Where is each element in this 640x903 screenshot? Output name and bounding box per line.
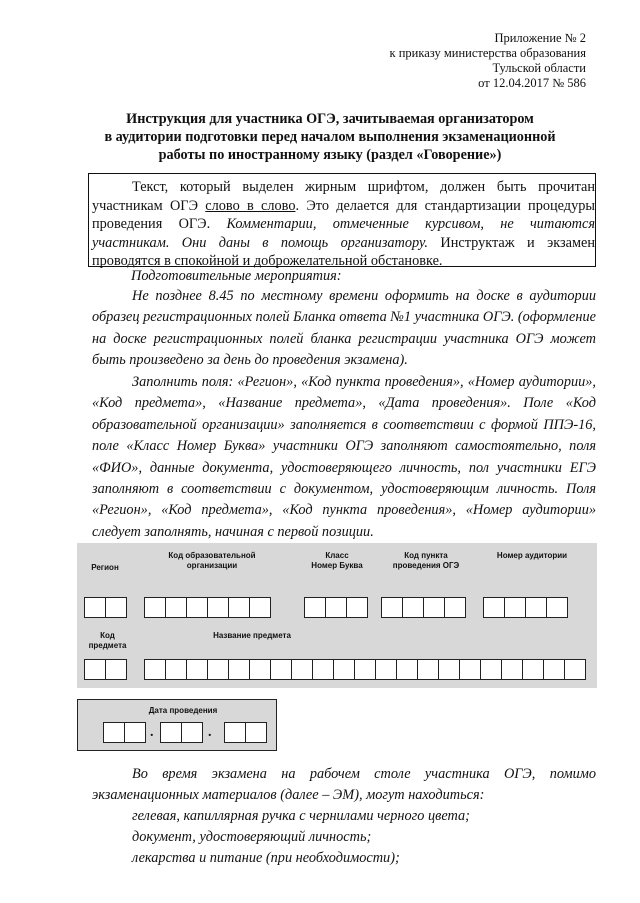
list-item: документ, удостоверяющий личность;: [132, 829, 372, 845]
date-month-cells: [160, 722, 202, 743]
date-separator-1: .: [150, 725, 154, 740]
list-item: гелевая, капиллярная ручка с чернилами черного цвета;: [132, 808, 470, 824]
paragraph-3: Во время экзамена на рабочем столе участника ОГЭ, помимо экзаменационных материалов (далее – ЭМ), могут находиться:: [92, 766, 596, 804]
subject-name-cells: [144, 659, 585, 680]
prep-heading: Подготовительные мероприятия:: [131, 268, 342, 284]
point-code-label-1: Код пункта: [404, 551, 448, 560]
note-part-1: Текст, который выделен жирным шрифтом, должен быть прочитан участникам ОГЭ: [92, 179, 595, 214]
note-part-2: . Это делается для стандартизации процедуры проведения ОГЭ.: [92, 197, 595, 232]
org-code-cells: [144, 597, 270, 618]
class-cells: [304, 597, 367, 618]
class-label-1: Класс: [325, 551, 349, 560]
point-code-label: [381, 551, 471, 571]
subject-name-label: Название предмета: [213, 631, 291, 640]
point-code-label-2: проведения ОГЭ: [392, 561, 460, 570]
org-code-label-2: организации: [186, 561, 238, 570]
subject-code-cells: [84, 659, 126, 680]
note-text: [92, 178, 595, 271]
date-label: Дата проведения: [148, 706, 218, 715]
appendix-order: к приказу министерства образования: [389, 46, 586, 60]
registration-form-sample: [77, 543, 597, 688]
appendix-date: от 12.04.2017 № 586: [478, 76, 586, 90]
note-underlined: слово в слово: [205, 197, 296, 214]
document-title: [60, 110, 600, 164]
date-form-sample: [77, 699, 277, 751]
org-code-label: [147, 551, 277, 571]
room-label: Номер аудитории: [496, 551, 568, 560]
subject-code-label: [85, 631, 130, 651]
paragraph-2: Заполнить поля: «Регион», «Код пункта проведения», «Номер аудитории», «Код предмета», «Название предмета», «Дата проведения». Поле «Код образовательной организации» заполняется в соответствии с формой ППЭ-16, поле «Класс Номер Буква» участники ОГЭ заполняют самостоятельно, поля «ФИО», данные документа, удостоверяющего личность, пол участники ЕГЭ заполняют в соответствии с документом, удостоверяющим личность. Поля «Регион», «Код предмета», «Код пункта проведения», «Номер аудитории» следует заполнять, начиная с первой позиции.: [92, 374, 596, 540]
appendix-header: [390, 31, 586, 91]
class-label-2: Номер Буква: [311, 561, 363, 570]
list-item: лекарства и питание (при необходимости);: [132, 850, 400, 866]
title-line-1: Инструкция для участника ОГЭ, зачитываемая организатором: [126, 111, 534, 127]
org-code-label-1: Код образовательной: [168, 551, 256, 560]
point-code-cells: [381, 597, 465, 618]
date-separator-2: .: [208, 725, 212, 740]
subject-code-label-2: предмета: [88, 641, 127, 650]
date-year-cells: [224, 722, 266, 743]
paragraph-1: Не позднее 8.45 по местному времени оформить на доске в аудитории образец регистрационных полей Бланка ответа №1 участника ОГЭ. (оформление на доске регистрационных полей бланка регистрации участника ОГЭ может быть произведено за день до проведения экзамена).: [92, 288, 596, 369]
date-day-cells: [103, 722, 145, 743]
class-label: [297, 551, 377, 571]
note-part-3: Инструктаж и экзамен проводятся в спокойной и доброжелательной обстановке.: [92, 234, 596, 269]
region-label: Регион: [91, 563, 119, 572]
appendix-number: Приложение № 2: [494, 31, 586, 45]
room-cells: [483, 597, 567, 618]
region-cells: [84, 597, 126, 618]
title-line-2: в аудитории подготовки перед началом выполнения экзаменационной: [104, 129, 556, 145]
subject-code-label-1: Код: [100, 631, 115, 640]
note-italic: Комментарии, отмеченные курсивом, не читаются участникам. Они даны в помощь организатору.: [92, 216, 595, 251]
title-line-3: работы по иностранному языку (раздел «Говорение»): [158, 147, 502, 163]
appendix-region: Тульской области: [492, 61, 586, 75]
